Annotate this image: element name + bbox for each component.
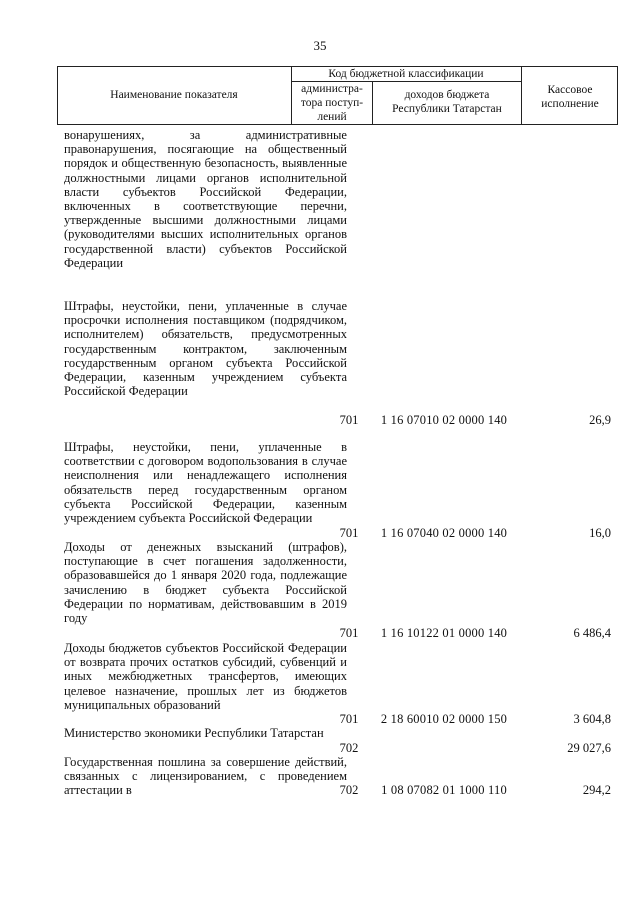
header-code-group: Код бюджетной классификации <box>328 68 484 80</box>
row-budget-code: 2 18 60010 02 0000 150 <box>380 712 508 726</box>
row-admin-code: 701 <box>339 712 359 726</box>
row-name: Государственная пошлина за совершение действий, связанных с лицензированием, с проведением аттестации в <box>64 755 347 798</box>
row-budget-code: 1 16 07040 02 0000 140 <box>380 526 508 540</box>
header-amount: Кассовое исполнение <box>541 84 599 110</box>
row-admin-code: 702 <box>339 783 359 797</box>
row-amount: 3 604,8 <box>573 712 611 726</box>
row-amount: 26,9 <box>589 413 611 427</box>
header-name: Наименование показателя <box>110 89 238 101</box>
row-admin-code: 701 <box>339 526 359 540</box>
row-name: Министерство экономики Республики Татарстан <box>64 726 324 740</box>
row-amount: 29 027,6 <box>567 741 611 755</box>
row-admin-code: 701 <box>339 626 359 640</box>
row-name: Штрафы, неустойки, пени, уплаченные в соответствии с договором водопользования в случае неисполнения или ненадлежащего исполнения обязательств перед государственным органом субъекта Российской Федерации, казенным учреждением субъекта Российской Федерации <box>64 440 347 526</box>
table-header <box>57 66 618 124</box>
row-name: Штрафы, неустойки, пени, уплаченные в случае просрочки исполнения поставщиком (подрядчиком, исполнителем) обязательств, предусмотренных государственным контрактом, заключенным государственным органом субъекта Российской Федерации, казенным учреждением субъекта Российской Федерации <box>64 299 347 399</box>
page-number: 35 <box>313 38 327 53</box>
row-name: Доходы от денежных взысканий (штрафов), поступающие в счет погашения задолженности, образовавшейся до 1 января 2020 года, подлежащие зачислению в бюджет субъекта Российской Федерации по нормативам, действовавшим в 2019 году <box>64 540 347 626</box>
row-name: вонарушениях, за административные правонарушения, посягающие на общественный порядок и общественную безопасность, выявленные должностными лицами органов исполнительной власти субъектов Российской Федерации, включенных в соответствующие перечни, утвержденные высшими должностными лицами (руководителями высших исполнительных органов государственной власти) субъектов Российской Федерации <box>64 128 347 270</box>
header-income: доходов бюджета Республики Татарстан <box>392 89 502 115</box>
row-budget-code: 1 16 07010 02 0000 140 <box>380 413 508 427</box>
row-admin-code: 702 <box>339 741 359 755</box>
row-admin-code: 701 <box>339 413 359 427</box>
row-amount: 16,0 <box>589 526 611 540</box>
row-amount: 294,2 <box>582 783 611 797</box>
row-amount: 6 486,4 <box>573 626 611 640</box>
row-budget-code: 1 16 10122 01 0000 140 <box>380 626 508 640</box>
row-name: Доходы бюджетов субъектов Российской Федерации от возврата прочих остатков субсидий, субвенций и иных межбюджетных трансфертов, имеющих целевое назначение, прошлых лет из бюджетов муниципальных образований <box>64 641 347 712</box>
header-admin: администра-тора поступ-лений <box>300 83 364 123</box>
row-budget-code: 1 08 07082 01 1000 110 <box>381 783 507 797</box>
